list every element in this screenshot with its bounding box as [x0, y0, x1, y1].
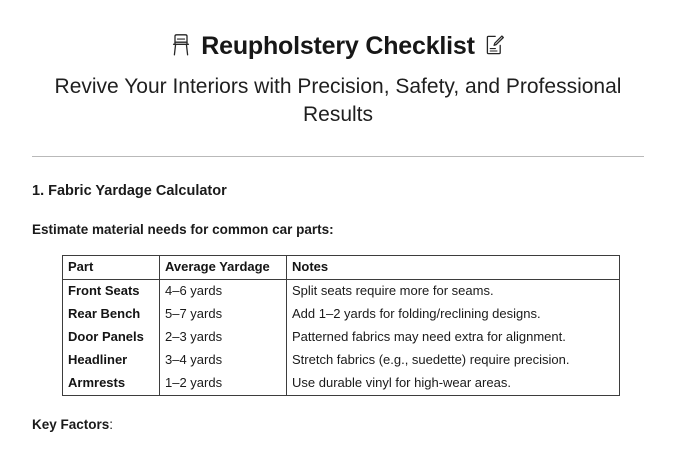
cell-yardage: 2–3 yards — [160, 326, 287, 349]
cell-part: Front Seats — [63, 280, 160, 303]
cell-notes: Use durable vinyl for high-wear areas. — [292, 374, 511, 390]
cell-part: Armrests — [63, 372, 160, 395]
column-header-average-yardage: Average Yardage — [160, 256, 287, 280]
column-header-part: Part — [63, 256, 160, 280]
column-header-notes: Notes — [287, 256, 620, 280]
table-body — [63, 280, 620, 395]
cell-yardage: 3–4 yards — [160, 349, 287, 372]
table-row — [63, 372, 620, 395]
page-subtitle: Revive Your Interiors with Precision, Safety, and Professional Results — [54, 75, 622, 126]
table-header-row — [63, 256, 620, 280]
page-title-text: Reupholstery Checklist — [201, 32, 475, 60]
cell-yardage: 5–7 yards — [160, 303, 287, 326]
horizontal-divider — [32, 156, 644, 157]
table-row — [63, 326, 620, 349]
cell-notes: Patterned fabrics may need extra for alignment. — [292, 328, 566, 344]
cell-yardage: 1–2 yards — [160, 372, 287, 395]
key-factors-label — [32, 417, 644, 432]
section-lead-text: Estimate material needs for common car parts: — [32, 222, 334, 238]
table-row — [63, 303, 620, 326]
key-factors-colon: : — [109, 416, 114, 432]
cell-part: Headliner — [63, 349, 160, 372]
key-factors-text: Key Factors — [32, 416, 110, 432]
table-header — [63, 256, 620, 280]
note-pencil-icon — [485, 34, 505, 59]
table-row — [63, 280, 620, 303]
cell-part: Door Panels — [63, 326, 160, 349]
cell-yardage: 4–6 yards — [160, 280, 287, 303]
table-row — [63, 349, 620, 372]
cell-part: Rear Bench — [63, 303, 160, 326]
cell-notes: Add 1–2 yards for folding/reclining designs. — [292, 306, 541, 322]
section-heading-fabric-yardage: 1. Fabric Yardage Calculator — [32, 183, 227, 200]
fabric-yardage-table — [62, 255, 620, 395]
cell-notes: Stretch fabrics (e.g., suedette) require precision. — [292, 351, 570, 367]
chair-icon — [171, 34, 191, 60]
cell-notes: Split seats require more for seams. — [292, 283, 494, 299]
page-title — [32, 0, 644, 61]
